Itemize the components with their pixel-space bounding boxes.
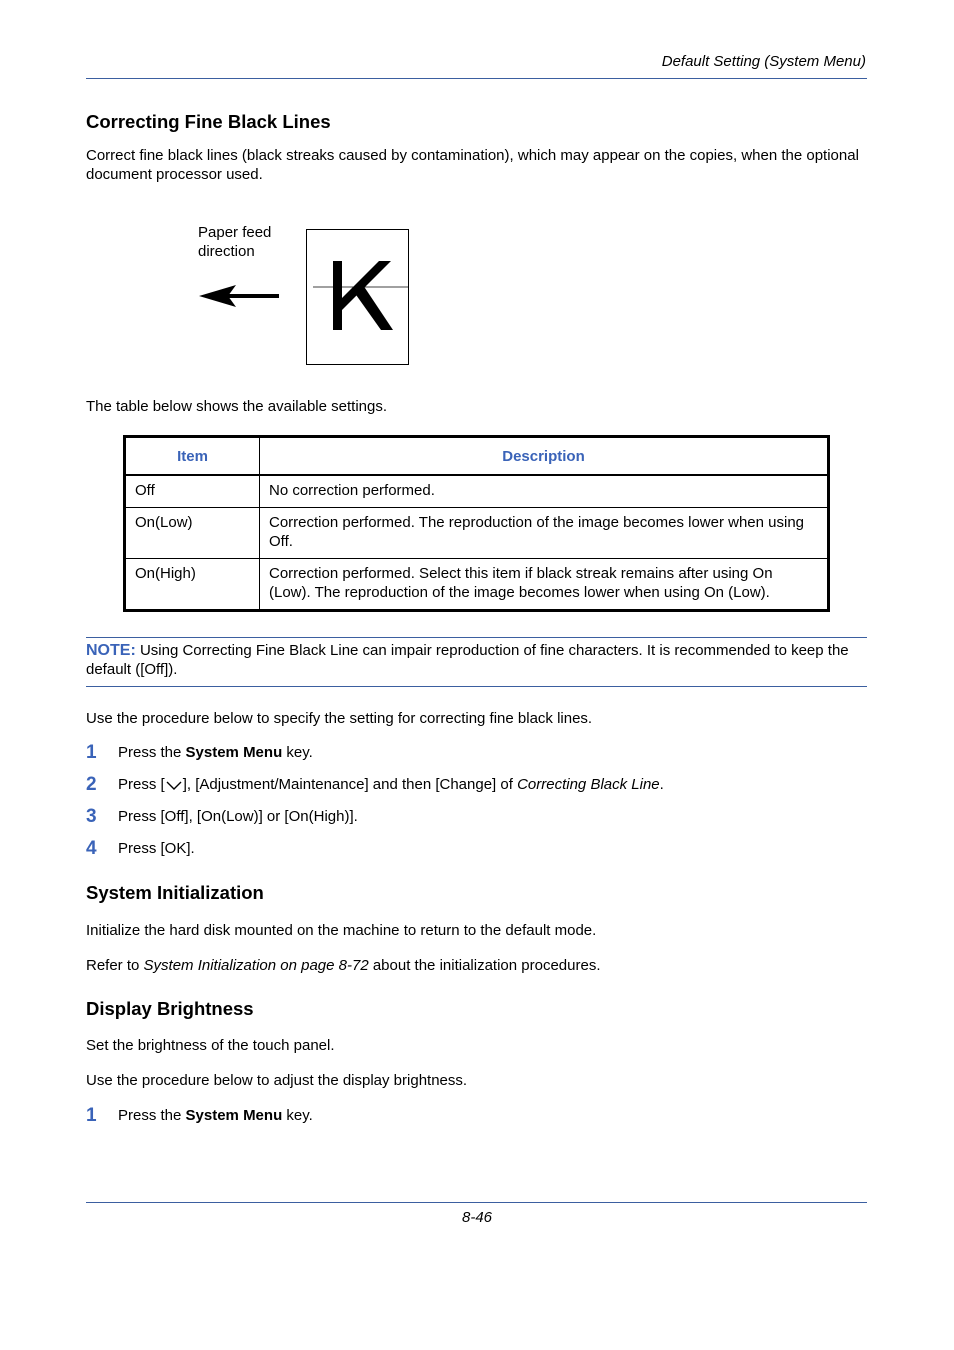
step-text-post: key. — [282, 1107, 313, 1124]
k-letter-streak-illustration — [307, 230, 408, 364]
table-cell-description: Correction performed. Select this item if black streak remains after using On (Low). The reproduction of the image becomes lower when using On (Low). — [260, 559, 829, 611]
chevron-down-icon — [165, 778, 183, 792]
k-sample-image — [306, 229, 409, 365]
step-text — [118, 1107, 313, 1124]
cross-reference-link: System Initialization on page 8-72 — [143, 957, 369, 974]
running-header: Default Setting (System Menu) — [661, 53, 866, 70]
table-header-row — [125, 437, 829, 476]
table-intro: The table below shows the available settings. — [86, 398, 388, 415]
settings-table — [123, 435, 830, 612]
step-text-post: key. — [282, 744, 313, 761]
column-header-description: Description — [260, 437, 829, 476]
table-cell-item: On(Low) — [125, 508, 260, 559]
step-text-pre: Press [ — [118, 776, 165, 793]
correcting-black-line-label: Correcting Black Line — [517, 776, 660, 793]
step-text — [118, 744, 313, 761]
section2-paragraph: Initialize the hard disk mounted on the machine to return to the default mode. — [86, 922, 597, 939]
section3-procedure-intro: Use the procedure below to adjust the display brightness. — [86, 1072, 468, 1089]
reference-post: about the initialization procedures. — [368, 957, 601, 974]
step-text-post: ], [Adjustment/Maintenance] and then [Change] of — [182, 776, 518, 793]
section2-reference — [86, 956, 866, 975]
note-bottom-rule — [86, 686, 867, 687]
figure-label-line2: direction — [198, 243, 255, 260]
step-text: Press [Off], [On(Low)] or [On(High)]. — [118, 808, 358, 825]
step-number: 2 — [86, 774, 97, 795]
section-heading-correcting-fine-black-lines: Correcting Fine Black Lines — [86, 111, 331, 132]
page-number: 8-46 — [461, 1209, 493, 1226]
table-cell-description: Correction performed. The reproduction of the image becomes lower when using Off. — [260, 508, 829, 559]
step-text — [118, 776, 664, 793]
figure-label — [198, 223, 271, 261]
step-number: 1 — [86, 1105, 97, 1126]
step-number: 3 — [86, 806, 97, 827]
system-menu-key-label: System Menu — [185, 1107, 283, 1124]
reference-pre: Refer to — [86, 957, 144, 974]
step-number: 4 — [86, 838, 97, 859]
figure-label-line1: Paper feed — [198, 224, 272, 241]
step-text: Press [OK]. — [118, 840, 195, 857]
step-text-pre: Press the — [118, 1107, 186, 1124]
column-header-item: Item — [125, 437, 260, 476]
section-heading-system-initialization: System Initialization — [86, 882, 264, 903]
table-cell-item: Off — [125, 475, 260, 508]
table-cell-description: No correction performed. — [260, 475, 829, 508]
footer-rule — [86, 1202, 867, 1203]
step-text-pre: Press the — [118, 744, 186, 761]
note-text: Using Correcting Fine Black Line can impair reproduction of fine characters. It is recommended to keep the default ([Off]). — [86, 642, 849, 678]
step-text-end: . — [659, 776, 664, 793]
note — [86, 641, 866, 679]
step-number: 1 — [86, 742, 97, 763]
procedure-intro: Use the procedure below to specify the setting for correcting fine black lines. — [86, 710, 593, 727]
table-cell-item: On(High) — [125, 559, 260, 611]
section-intro: Correct fine black lines (black streaks caused by contamination), which may appear on the copies, when the optional document processor used. — [86, 147, 859, 183]
header-rule — [86, 78, 867, 79]
left-arrow-icon — [196, 282, 282, 310]
system-menu-key-label: System Menu — [185, 744, 283, 761]
note-label: NOTE: — [86, 642, 136, 659]
section3-paragraph: Set the brightness of the touch panel. — [86, 1037, 335, 1054]
table-row — [125, 508, 829, 559]
section-heading-display-brightness: Display Brightness — [86, 998, 254, 1019]
table-row — [125, 559, 829, 611]
table-row — [125, 475, 829, 508]
note-top-rule — [86, 637, 867, 638]
